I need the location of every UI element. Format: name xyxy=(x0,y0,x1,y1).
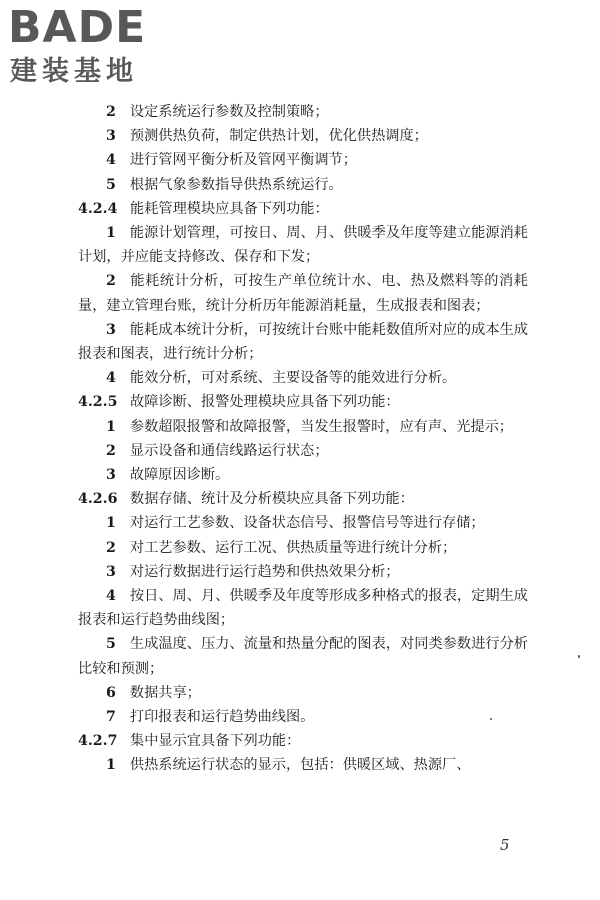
scan-speck xyxy=(490,718,492,720)
section-text: 能耗管理模块应具备下列功能： xyxy=(130,200,329,217)
item-number: 7 xyxy=(106,709,116,726)
section-text: 集中显示宜具备下列功能： xyxy=(130,733,301,750)
list-item xyxy=(78,221,528,269)
item-text: 参数超限报警和故障报警，当发生报警时，应有声、光提示； xyxy=(129,418,513,435)
item-number: 5 xyxy=(106,176,116,193)
item-text: 能效分析，可对系统、主要设备等的能效进行分析。 xyxy=(129,370,457,387)
item-text: 故障原因诊断。 xyxy=(129,467,230,484)
section-number: 4.2.5 xyxy=(78,394,118,411)
item-text: 数据共享； xyxy=(129,684,201,701)
list-item xyxy=(78,463,528,487)
list-item xyxy=(78,632,528,680)
item-number: 4 xyxy=(106,370,116,387)
item-text: 设定系统运行参数及控制策略； xyxy=(129,104,329,120)
item-number: 1 xyxy=(106,418,116,435)
list-item xyxy=(78,511,528,535)
scan-speck xyxy=(578,655,580,658)
item-number: 2 xyxy=(106,104,116,120)
section-text: 数据存储、统计及分析模块应具备下列功能： xyxy=(130,491,414,508)
logo-wordmark: BADE xyxy=(8,2,147,53)
page-number: 5 xyxy=(500,836,510,854)
item-number: 2 xyxy=(106,442,116,459)
item-text: 能源计划管理，可按日、周、月、供暖季及年度等建立能源消耗计划，并应能支持修改、保存和下发； xyxy=(78,225,528,266)
item-number: 5 xyxy=(106,636,116,653)
item-number: 1 xyxy=(106,225,116,242)
item-text: 对工艺参数、运行工况、供热质量等进行统计分析； xyxy=(129,539,457,556)
item-number: 2 xyxy=(106,273,116,290)
section-number: 4.2.6 xyxy=(78,491,118,508)
item-text: 供热系统运行状态的显示，包括：供暖区域、热源厂、 xyxy=(129,757,471,774)
list-item xyxy=(78,584,528,632)
item-text: 打印报表和运行趋势曲线图。 xyxy=(129,709,315,726)
bade-logo xyxy=(8,4,178,94)
list-item xyxy=(78,124,528,148)
list-item xyxy=(78,415,528,439)
section-heading xyxy=(78,197,528,221)
item-number: 3 xyxy=(106,128,116,145)
document-body xyxy=(78,100,528,778)
list-item xyxy=(78,173,528,197)
list-item xyxy=(78,269,528,317)
list-item xyxy=(78,536,528,560)
item-number: 3 xyxy=(106,467,116,484)
item-text: 按日、周、月、供暖季及年度等形成多种格式的报表，定期生成报表和运行趋势曲线图； xyxy=(78,588,528,629)
item-text: 对运行工艺参数、设备状态信号、报警信号等进行存储； xyxy=(129,515,485,532)
list-item xyxy=(78,705,528,729)
item-text: 显示设备和通信线路运行状态； xyxy=(129,442,329,459)
item-number: 4 xyxy=(106,588,116,605)
item-number: 1 xyxy=(106,757,116,774)
list-item xyxy=(78,753,528,777)
item-text: 能耗成本统计分析，可按统计台账中能耗数值所对应的成本生成报表和图表，进行统计分析； xyxy=(78,321,528,363)
item-text: 生成温度、压力、流量和热量分配的图表，对同类参数进行分析比较和预测； xyxy=(78,636,528,677)
list-item xyxy=(78,100,528,124)
section-number: 4.2.7 xyxy=(78,733,118,750)
item-number: 3 xyxy=(106,321,116,338)
item-number: 6 xyxy=(106,684,116,701)
item-text: 预测供热负荷，制定供热计划，优化供热调度； xyxy=(129,128,428,145)
list-item xyxy=(78,439,528,463)
item-number: 4 xyxy=(106,152,116,169)
item-text: 对运行数据进行运行趋势和供热效果分析； xyxy=(129,563,400,580)
item-number: 2 xyxy=(106,539,116,556)
list-item xyxy=(78,560,528,584)
list-item xyxy=(78,318,528,366)
list-item xyxy=(78,681,528,705)
item-text: 根据气象参数指导供热系统运行。 xyxy=(129,176,343,193)
list-item xyxy=(78,148,528,172)
section-number: 4.2.4 xyxy=(78,200,118,217)
logo-subtitle: 建装基地 xyxy=(10,56,138,87)
item-text: 进行管网平衡分析及管网平衡调节； xyxy=(129,152,357,169)
item-number: 3 xyxy=(106,563,116,580)
item-text: 能耗统计分析，可按生产单位统计水、电、热及燃料等的消耗量，建立管理台账，统计分析历年能源消耗量，生成报表和图表； xyxy=(78,273,528,314)
section-heading xyxy=(78,390,528,414)
item-number: 1 xyxy=(106,515,116,532)
section-heading xyxy=(78,487,528,511)
section-heading xyxy=(78,729,528,753)
list-item xyxy=(78,366,528,390)
section-text: 故障诊断、报警处理模块应具备下列功能： xyxy=(130,394,400,411)
